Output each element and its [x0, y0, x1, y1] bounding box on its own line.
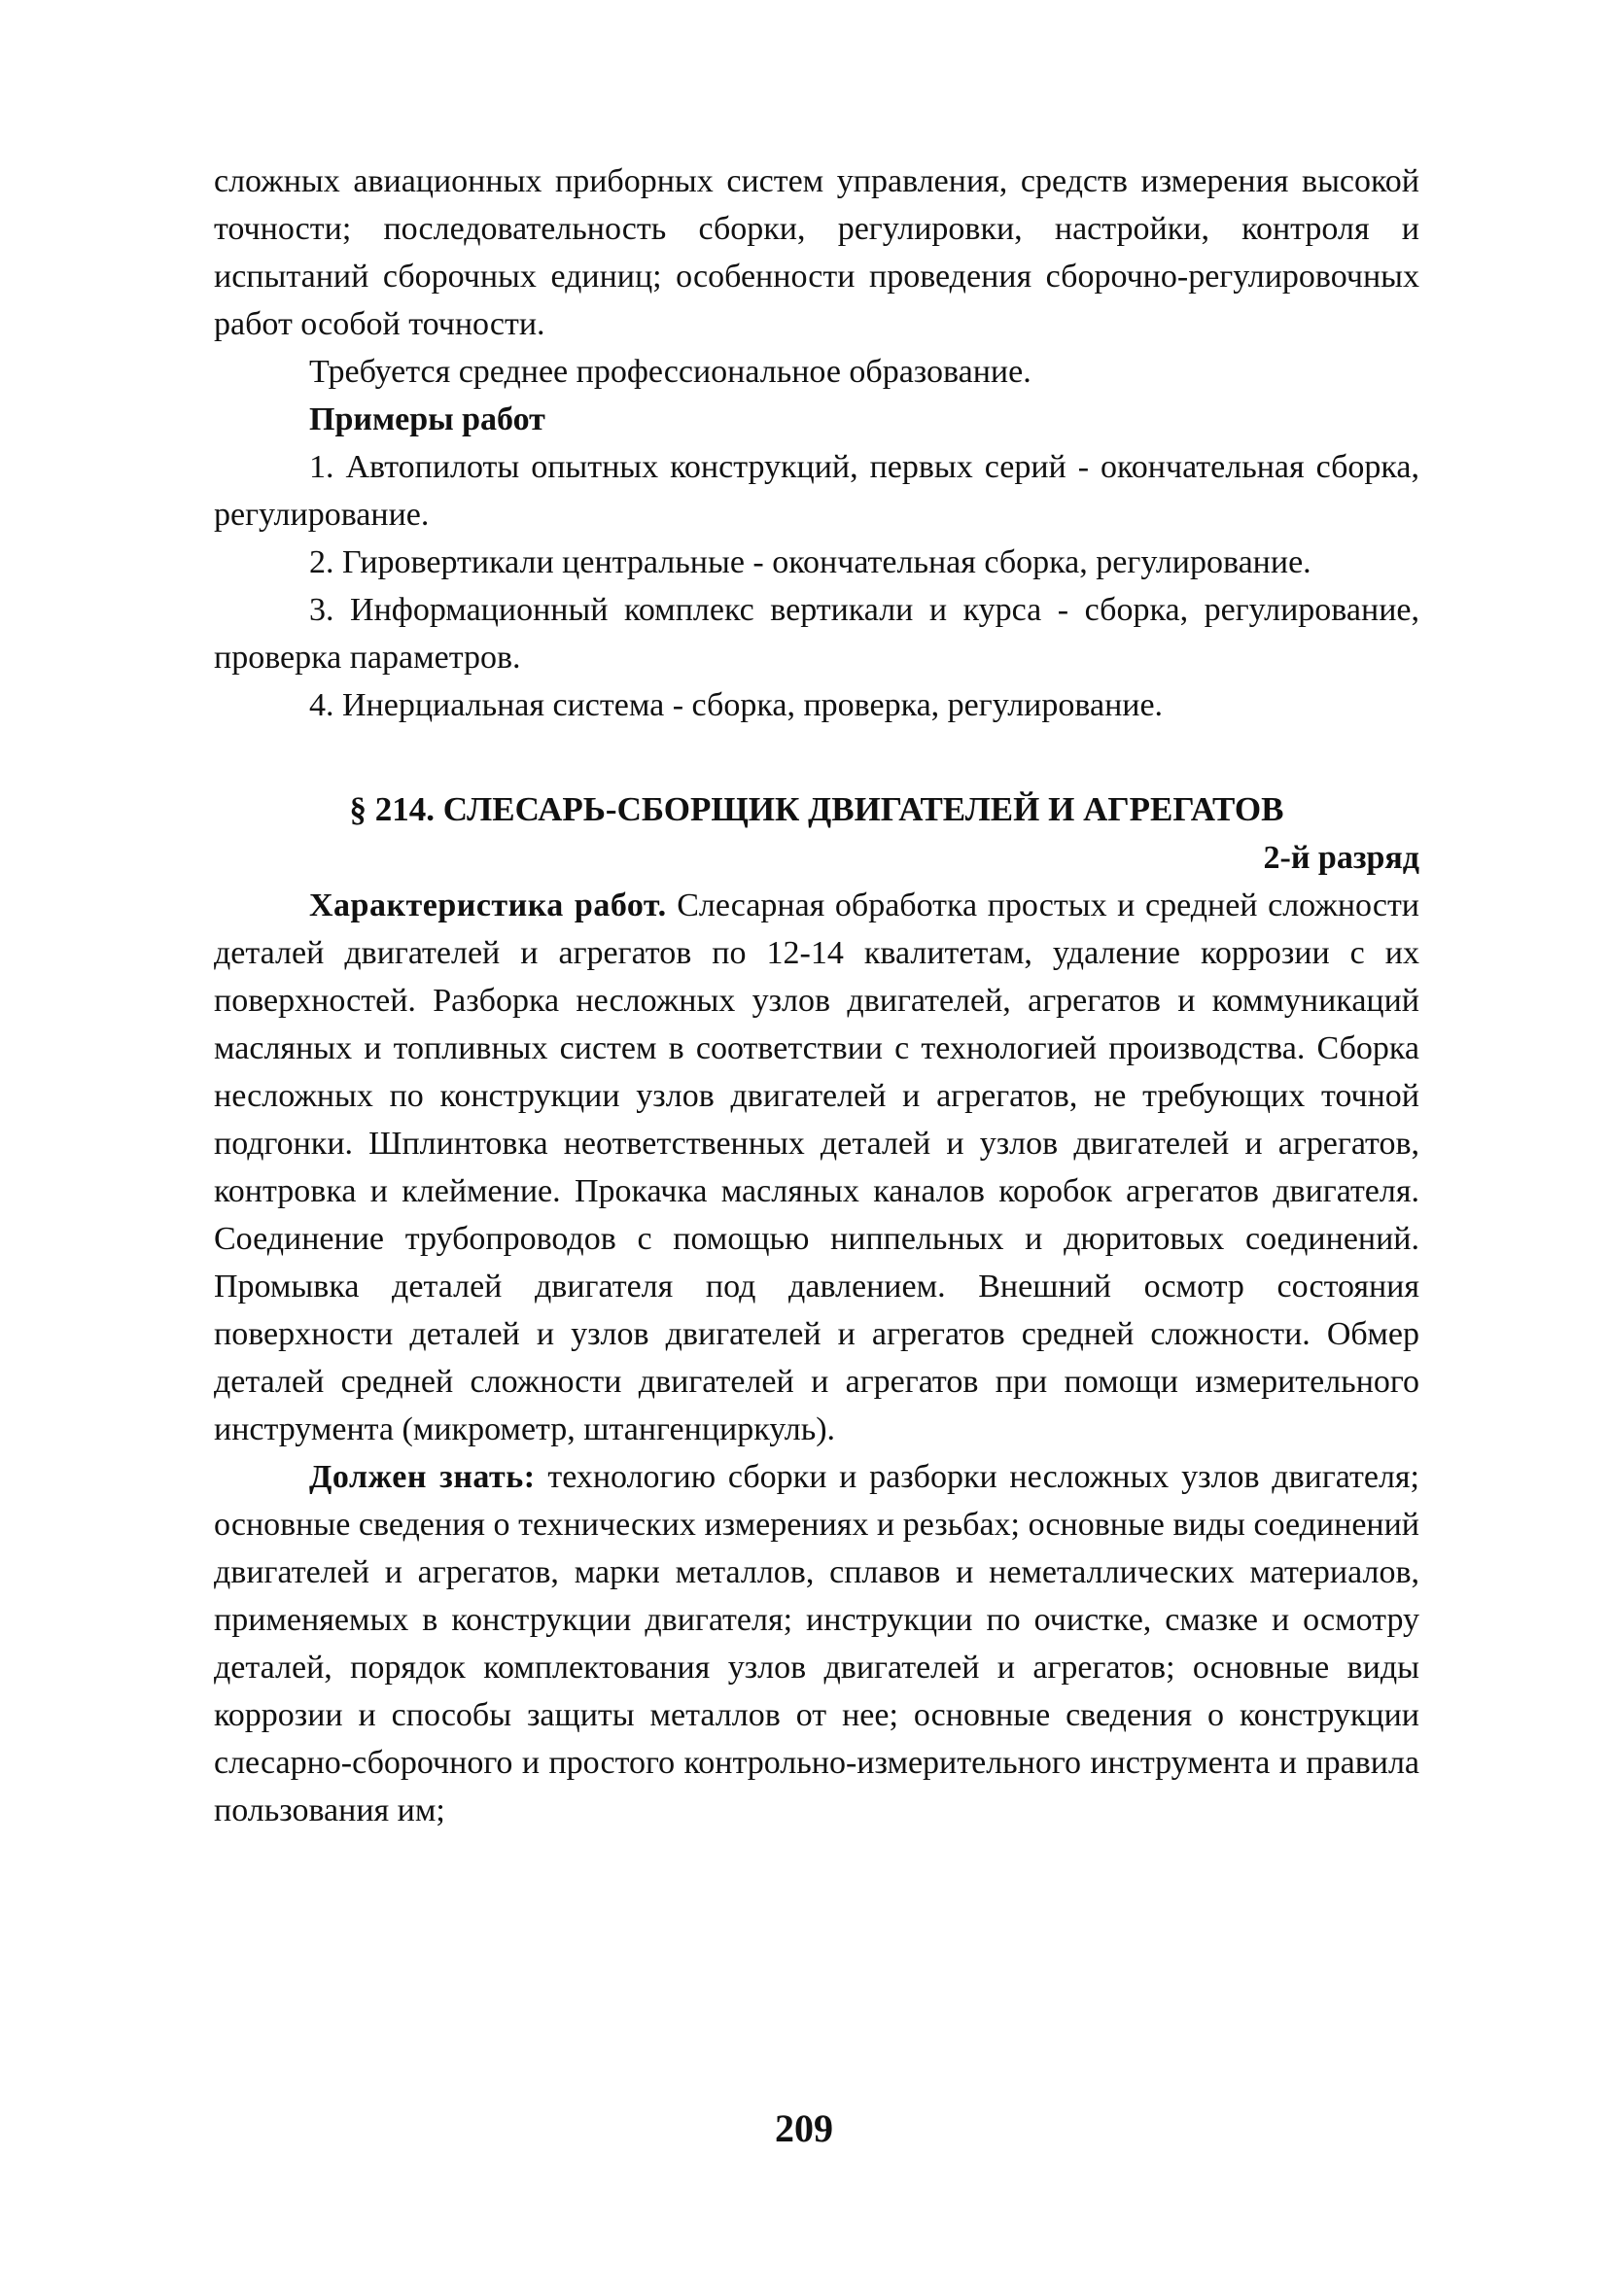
- characteristics-text: Слесарная обработка простых и средней сложности деталей двигателей и агрегатов по 12-14 квалитетам, удаление коррозии с их поверхностей. Разборка несложных узлов двигателей, агрегатов и коммуникаций масляных и топливных систем в соответствии с технологией производства. Сборка несложных по конструкции узлов двигателей и агрегатов, не требующих точной подгонки. Шплинтовка неответственных деталей и узлов двигателей и агрегатов, контровка и клеймение. Прокачка масляных каналов коробок агрегатов двигателя. Соединение трубопроводов с помощью ниппельных и дюритовых соединений. Промывка деталей двигателя под давлением. Внешний осмотр состояния поверхности деталей и узлов двигателей и агрегатов средней сложности. Обмер деталей средней сложности двигателей и агрегатов при помощи измерительного инструмента (микрометр, штангенциркуль).: [214, 887, 1420, 1447]
- continuation-paragraph: сложных авиационных приборных систем управления, средств измерения высокой точности; последовательность сборки, регулировки, настройки, контроля и испытаний сборочных единиц; особенности проведения сборочно-регулировочных работ особой точности.: [214, 163, 1419, 342]
- page-number: 209: [775, 2106, 833, 2150]
- knowledge-paragraph: [214, 1453, 1419, 1834]
- knowledge-label: Должен знать:: [309, 1459, 536, 1495]
- example-item: 2. Гировертикали центральные - окончательная сборка, регулирование.: [309, 544, 1311, 580]
- characteristics-paragraph: [214, 882, 1419, 1453]
- examples-title: Примеры работ: [309, 401, 545, 437]
- characteristics-label: Характеристика работ.: [309, 887, 667, 923]
- section-heading: § 214. СЛЕСАРЬ-СБОРЩИК ДВИГАТЕЛЕЙ И АГРЕГАТОВ: [349, 790, 1284, 828]
- education-requirement: Требуется среднее профессиональное образование.: [309, 354, 1031, 390]
- knowledge-text: технологию сборки и разборки несложных узлов двигателя; основные сведения о технических измерениях и резьбах; основные виды соединений двигателей и агрегатов, марки металлов, сплавов и неметаллических материалов, применяемых в конструкции двигателя; инструкции по очистке, смазке и осмотру деталей, порядок комплектования узлов двигателей и агрегатов; основные виды коррозии и способы защиты металлов от нее; основные сведения о конструкции слесарно-сборочного и простого контрольно-измерительного инструмента и правила пользования им;: [214, 1459, 1420, 1828]
- page-body: [214, 157, 1419, 1834]
- example-item: 4. Инерциальная система - сборка, проверка, регулирование.: [309, 687, 1164, 723]
- grade-label: 2-й разряд: [1263, 840, 1419, 876]
- example-item: 1. Автопилоты опытных конструкций, первых серий - окончательная сборка, регулирование.: [214, 449, 1419, 533]
- example-item: 3. Информационный комплекс вертикали и курса - сборка, регулирование, проверка параметров.: [214, 592, 1419, 676]
